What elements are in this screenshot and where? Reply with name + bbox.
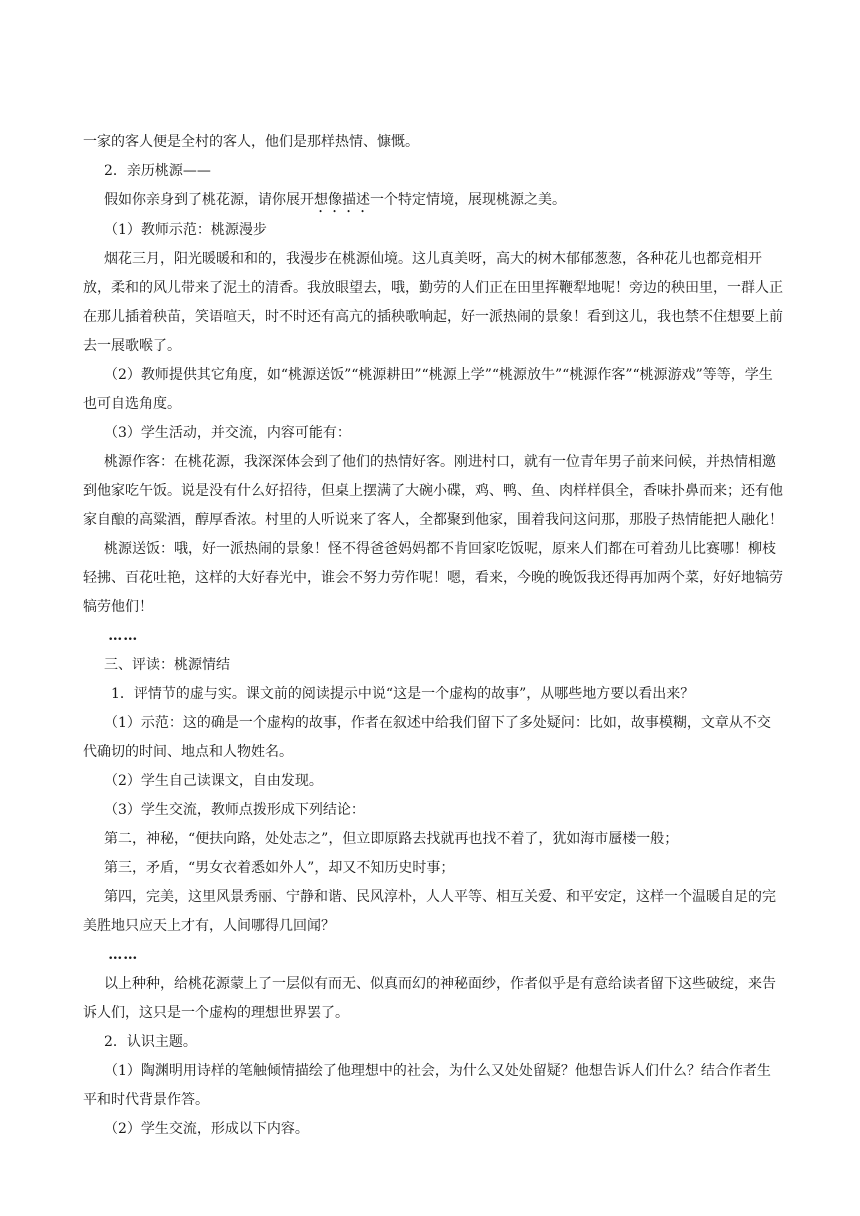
paragraph: 桃源作客：在桃花源，我深深体会到了他们的热情好客。刚进村口，就有一位青年男子前来问候，并热情相邀到他家吃午饭。说是没有什么好招待，但桌上摆满了大碗小碟，鸡、鸭、鱼、肉样样俱全，香味扑鼻而来；还有他家自酿的高粱酒，醇厚香浓。村里的人听说来了客人，全都聚到他家，围着我问这问那，那股子热情能把人融化！ — [83, 454, 783, 528]
paragraph: （2）教师提供其它角度，如“桃源送饭”“桃源耕田”“桃源上学”“桃源放牛”“桃源作客”“桃源游戏”等等，学生也可自选角度。 — [83, 367, 773, 412]
paragraph: （1）陶渊明用诗样的笔触倾情描绘了他理想中的社会，为什么又处处留疑？他想告诉人们什么？结合作者生平和时代背景作答。 — [83, 1063, 771, 1108]
paragraph: 第四，完美，这里风景秀丽、宁静和谐、民风淳朴，人人平等、相互关爱、和平安定，这样一个温暖自足的完美胜地只应天上才有，人间哪得几回闻？ — [83, 889, 776, 934]
paragraph: （1）教师示范：桃源漫步 — [104, 222, 267, 238]
paragraph: （2）学生交流，形成以下内容。 — [104, 1121, 309, 1137]
paragraph: （3）学生交流，教师点拨形成下列结论： — [104, 802, 365, 818]
paragraph: （1）示范：这的确是一个虚构的故事，作者在叙述中给我们留下了多处疑问：比如，故事模糊，文章从不交代确切的时间、地点和人物姓名。 — [83, 715, 771, 760]
paragraph: 1．评情节的虚与实。课文前的阅读提示中说“这是一个虚构的故事”，从哪些地方要以看出来？ — [111, 686, 695, 702]
paragraph: 第三，矛盾，“男女衣着悉如外人”，却又不知历史时事； — [104, 860, 455, 876]
paragraph: （2）学生自己读课文，自由发现。 — [104, 773, 323, 789]
paragraph-text: 假如你亲身到了桃花源，请你展开 — [104, 192, 314, 208]
ellipsis-line: …… — [108, 628, 139, 644]
section-heading: 2．认识主题。 — [104, 1034, 197, 1050]
section-heading: 2．亲历桃源—— — [104, 163, 211, 179]
emphasized-text: 想像描述 — [314, 192, 370, 208]
ellipsis-line: …… — [108, 947, 139, 963]
paragraph: 以上种种，给桃花源蒙上了一层似有而无、似真而幻的神秘面纱，作者似乎是有意给读者留下这些破绽，来告诉人们，这只是一个虚构的理想世界罢了。 — [83, 976, 776, 1021]
paragraph: 桃源送饭：哦，好一派热闹的景象！怪不得爸爸妈妈都不肯回家吃饭呢，原来人们都在可着劲儿比赛哪！柳枝轻拂、百花吐艳，这样的大好春光中，谁会不努力劳作呢！嗯，看来，今晚的晚饭我还得再加两个菜，好好地犒劳犒劳他们！ — [83, 541, 783, 615]
section-heading: 三、评读：桃源情结 — [104, 657, 230, 673]
paragraph: （3）学生活动，并交流，内容可能有： — [104, 425, 351, 441]
paragraph — [83, 186, 783, 216]
document-page — [83, 128, 783, 1144]
paragraph: 第二，神秘，“便扶向路，处处志之”，但立即原路去找就再也找不着了，犹如海市蜃楼一般； — [104, 831, 679, 847]
paragraph-text: 一个特定情境，展现桃源之美。 — [370, 192, 566, 208]
paragraph: 烟花三月，阳光暖暖和和的，我漫步在桃源仙境。这儿真美呀，高大的树木郁郁葱葱，各种花儿也都竞相开放，柔和的风儿带来了泥土的清香。我放眼望去，哦，勤劳的人们正在田里挥鞭犁地呢！旁边的秧田里，一群人正在那儿插着秧苗，笑语喧天，时不时还有高亢的插秧歌响起，好一派热闹的景象！看到这儿，我也禁不住想要上前去一展歌喉了。 — [83, 251, 783, 354]
paragraph: 一家的客人便是全村的客人，他们是那样热情、慷慨。 — [83, 134, 419, 150]
